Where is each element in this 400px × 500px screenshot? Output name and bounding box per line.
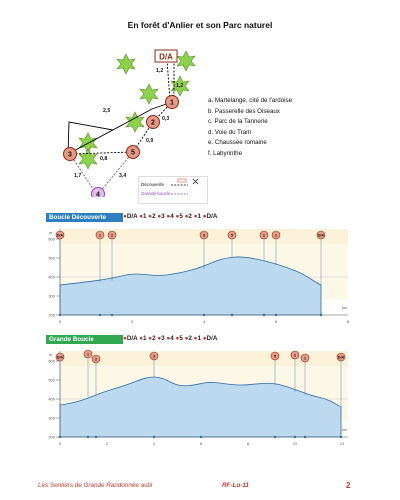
svg-text:0,9: 0,9 bbox=[146, 138, 154, 144]
svg-text:3,4: 3,4 bbox=[119, 173, 127, 179]
svg-text:4: 4 bbox=[96, 191, 100, 197]
start-label: D/A bbox=[159, 52, 173, 62]
sequence-step: 5 bbox=[179, 335, 185, 342]
svg-text:2: 2 bbox=[294, 353, 296, 358]
svg-text:400: 400 bbox=[48, 396, 55, 402]
route-map bbox=[55, 42, 215, 197]
svg-text:300: 300 bbox=[48, 293, 55, 299]
svg-text:400: 400 bbox=[48, 274, 55, 280]
svg-text:2,5: 2,5 bbox=[103, 108, 111, 114]
sequence-dot-icon: ● bbox=[139, 213, 143, 220]
svg-text:1,2: 1,2 bbox=[176, 83, 184, 89]
sequence-dot-icon: ● bbox=[139, 335, 143, 342]
sequence-step: 2 bbox=[188, 213, 194, 220]
profile-1-sequence bbox=[123, 213, 217, 220]
svg-text:8: 8 bbox=[246, 441, 250, 446]
svg-text:10: 10 bbox=[292, 441, 298, 446]
sequence-dot-icon: ● bbox=[202, 213, 207, 220]
svg-text:1,7: 1,7 bbox=[74, 173, 82, 179]
svg-text:2: 2 bbox=[151, 119, 155, 127]
sequence-dot-icon: ● bbox=[193, 213, 198, 220]
svg-text:D/A: D/A bbox=[56, 233, 64, 238]
svg-text:6: 6 bbox=[274, 319, 278, 324]
svg-text:500: 500 bbox=[48, 255, 55, 261]
svg-text:2: 2 bbox=[130, 319, 134, 324]
sequence-dot-icon: ● bbox=[184, 335, 189, 342]
sequence-step: 1 bbox=[197, 213, 203, 220]
footer-publisher: Les Sentiers de Grande Randonnée asbl bbox=[38, 482, 153, 489]
sequence-step: D/A bbox=[206, 335, 218, 342]
svg-text:3: 3 bbox=[153, 354, 155, 359]
legend-item: f. Labyrinthe bbox=[208, 149, 243, 157]
page-title: En forêt d'Anlier et son Parc naturel bbox=[127, 20, 273, 30]
svg-text:3: 3 bbox=[203, 233, 205, 238]
sequence-dot-icon: ● bbox=[123, 213, 127, 220]
svg-text:6: 6 bbox=[199, 441, 203, 446]
sequence-step: 1 bbox=[143, 335, 149, 342]
svg-text:0,3: 0,3 bbox=[162, 116, 170, 122]
profile-1-chart bbox=[46, 225, 356, 328]
sequence-dot-icon: ● bbox=[123, 335, 127, 342]
svg-text:Découverte: Découverte bbox=[141, 182, 165, 187]
sequence-step: 2 bbox=[152, 335, 158, 342]
svg-text:8: 8 bbox=[346, 319, 350, 324]
svg-text:3: 3 bbox=[68, 151, 72, 159]
sequence-dot-icon: ● bbox=[148, 335, 153, 342]
sequence-dot-icon: ● bbox=[166, 335, 171, 342]
svg-text:600: 600 bbox=[48, 236, 55, 242]
svg-text:5: 5 bbox=[274, 354, 276, 359]
svg-text:m: m bbox=[49, 352, 53, 357]
sequence-step: 1 bbox=[197, 335, 203, 342]
sequence-step: 3 bbox=[161, 335, 167, 342]
svg-text:D/A: D/A bbox=[337, 355, 345, 360]
svg-text:km: km bbox=[342, 305, 348, 310]
svg-text:Grande boucle: Grande boucle bbox=[141, 191, 171, 196]
svg-text:km: km bbox=[342, 427, 348, 432]
sequence-step: 2 bbox=[152, 213, 158, 220]
sequence-dot-icon: ● bbox=[157, 335, 162, 342]
profile-2-ribbon: Grande Boucle bbox=[46, 335, 123, 344]
svg-text:2: 2 bbox=[263, 233, 265, 238]
svg-text:300: 300 bbox=[48, 415, 55, 421]
svg-text:2: 2 bbox=[95, 357, 97, 362]
sequence-step: 4 bbox=[170, 335, 176, 342]
svg-text:D/A: D/A bbox=[317, 233, 325, 238]
page-number: 2 bbox=[346, 481, 351, 490]
sequence-step: D/A bbox=[126, 335, 140, 342]
svg-text:1: 1 bbox=[87, 352, 89, 357]
profile-2-chart bbox=[46, 347, 356, 450]
legend-item: b. Passerelle des Oiseaux bbox=[208, 107, 280, 115]
sequence-dot-icon: ● bbox=[175, 213, 180, 220]
svg-text:0,8: 0,8 bbox=[100, 156, 108, 162]
svg-text:200: 200 bbox=[48, 312, 55, 318]
svg-text:5: 5 bbox=[231, 233, 233, 238]
legend-item: c. Parc de la Tannerie bbox=[208, 118, 268, 126]
footer-route-code: RF-Lu-11 bbox=[222, 482, 249, 489]
svg-text:4: 4 bbox=[202, 319, 206, 324]
svg-text:4: 4 bbox=[152, 441, 156, 446]
svg-text:1: 1 bbox=[304, 356, 306, 361]
sequence-dot-icon: ● bbox=[184, 213, 189, 220]
svg-text:1: 1 bbox=[99, 233, 101, 238]
sequence-dot-icon: ● bbox=[166, 213, 171, 220]
svg-text:1: 1 bbox=[170, 99, 174, 107]
sequence-dot-icon: ● bbox=[148, 213, 153, 220]
svg-text:5: 5 bbox=[131, 149, 135, 157]
map-legend bbox=[138, 176, 208, 204]
svg-text:0: 0 bbox=[58, 441, 62, 446]
svg-text:1: 1 bbox=[275, 233, 277, 238]
profile-1-ribbon: Boucle Découverte bbox=[46, 213, 123, 222]
sequence-dot-icon: ● bbox=[175, 335, 180, 342]
sequence-dot-icon: ● bbox=[202, 335, 207, 342]
svg-text:12: 12 bbox=[339, 441, 345, 446]
sequence-step: 3 bbox=[161, 213, 167, 220]
svg-text:m: m bbox=[49, 230, 53, 235]
sequence-step: 1 bbox=[143, 213, 149, 220]
svg-text:500: 500 bbox=[48, 377, 55, 383]
svg-text:1,2: 1,2 bbox=[156, 68, 164, 74]
poi-legend bbox=[208, 96, 292, 160]
svg-text:0: 0 bbox=[58, 319, 62, 324]
sequence-step: D/A bbox=[206, 213, 218, 220]
profile-2-sequence bbox=[123, 335, 217, 342]
sequence-dot-icon: ● bbox=[157, 213, 162, 220]
svg-text:2: 2 bbox=[111, 233, 113, 238]
legend-item: a. Martelange, cité de l'ardoise bbox=[208, 97, 293, 104]
svg-text:D/A: D/A bbox=[56, 355, 64, 360]
svg-text:200: 200 bbox=[48, 434, 55, 440]
sequence-dot-icon: ● bbox=[193, 335, 198, 342]
sequence-step: 2 bbox=[188, 335, 194, 342]
sequence-step: 4 bbox=[170, 213, 176, 220]
svg-text:600: 600 bbox=[48, 358, 55, 364]
legend-item: e. Chaussée romaine bbox=[208, 139, 267, 147]
svg-text:2: 2 bbox=[105, 441, 109, 446]
legend-item: d. Voie du Tram bbox=[208, 128, 252, 136]
sequence-step: D/A bbox=[126, 213, 140, 220]
sequence-step: 5 bbox=[179, 213, 185, 220]
